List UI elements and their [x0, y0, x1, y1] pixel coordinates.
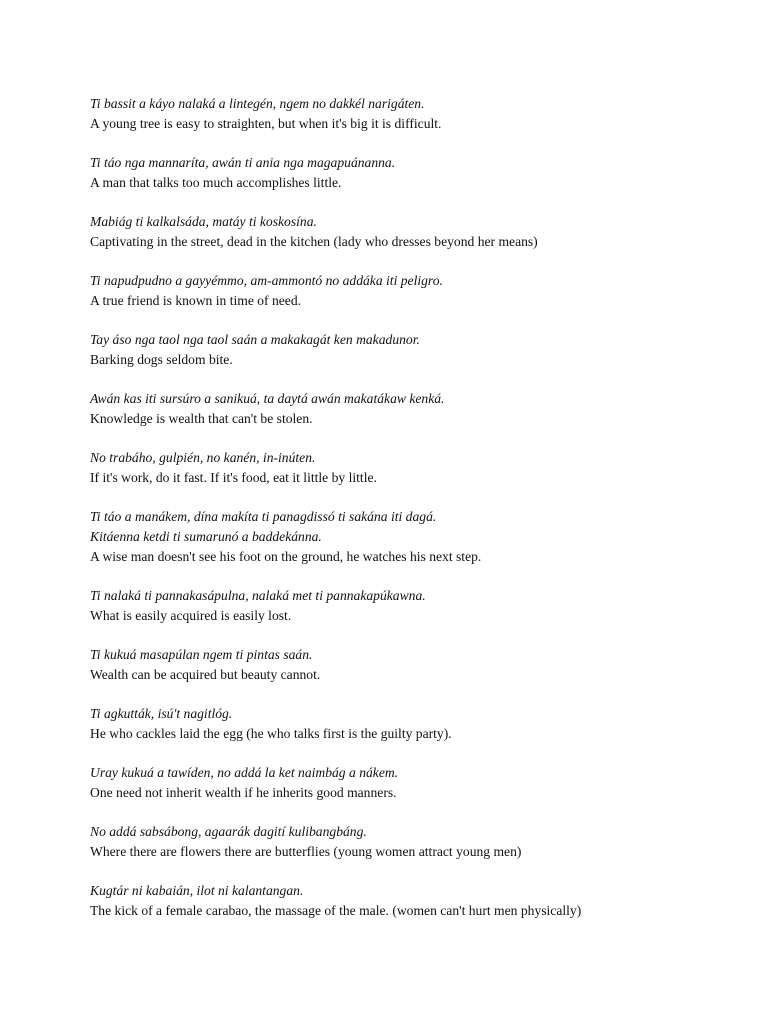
proverb-entry: [90, 507, 750, 567]
proverb-original-line: Ti táo a manákem, dína makíta ti panagdissó ti sakána iti dagá.: [90, 509, 437, 524]
proverb-original-line: Ti nalaká ti pannakasápulna, nalaká met ti pannakapúkawna.: [90, 588, 426, 603]
proverb-translation: One need not inherit wealth if he inherits good manners.: [90, 785, 397, 800]
proverb-original-line: Kugtár ni kabaián, ilot ni kalantangan.: [90, 883, 304, 898]
proverb-translation: Wealth can be acquired but beauty cannot.: [90, 667, 321, 682]
proverb-translation: Where there are flowers there are butterflies (young women attract young men): [90, 844, 522, 859]
proverb-list: [90, 94, 750, 940]
proverb-entry: [90, 586, 750, 626]
proverb-translation: He who cackles laid the egg (he who talks first is the guilty party).: [90, 726, 452, 741]
proverb-entry: [90, 645, 750, 685]
proverb-entry: [90, 448, 750, 488]
proverb-original-line: Ti táo nga mannaríta, awán ti ania nga magapuánanna.: [90, 155, 396, 170]
proverb-entry: [90, 763, 750, 803]
proverb-original-line: Awán kas iti sursúro a sanikuá, ta daytá awán makatákaw kenká.: [90, 391, 445, 406]
proverb-original-line: No trabáho, gulpién, no kanén, in-inúten.: [90, 450, 316, 465]
proverb-translation: A man that talks too much accomplishes little.: [90, 175, 342, 190]
proverb-original-line: Ti agkutták, isú't nagitlóg.: [90, 706, 233, 721]
proverb-original-line: Tay áso nga taol nga taol saán a makakagát ken makadunor.: [90, 332, 420, 347]
proverb-entry: [90, 94, 750, 134]
proverb-original-line: Mabiág ti kalkalsáda, matáy ti koskosína.: [90, 214, 317, 229]
proverb-translation: A young tree is easy to straighten, but when it's big it is difficult.: [90, 116, 442, 131]
proverb-translation: A true friend is known in time of need.: [90, 293, 302, 308]
proverb-translation: A wise man doesn't see his foot on the ground, he watches his next step.: [90, 549, 482, 564]
proverb-translation: If it's work, do it fast. If it's food, eat it little by little.: [90, 470, 377, 485]
proverb-entry: [90, 153, 750, 193]
proverb-translation: Knowledge is wealth that can't be stolen.: [90, 411, 313, 426]
proverb-original-line: Ti bassit a káyo nalaká a lintegén, ngem no dakkél narigáten.: [90, 96, 425, 111]
proverb-entry: [90, 389, 750, 429]
proverb-original-line: Uray kukuá a tawíden, no addá la ket naimbág a nákem.: [90, 765, 399, 780]
proverb-original-line: Kitáenna ketdi ti sumarunó a baddekánna.: [90, 529, 322, 544]
proverb-translation: Barking dogs seldom bite.: [90, 352, 233, 367]
proverb-translation: The kick of a female carabao, the massage of the male. (women can't hurt men physically): [90, 903, 582, 918]
proverb-translation: What is easily acquired is easily lost.: [90, 608, 292, 623]
proverb-original-line: Ti kukuá masapúlan ngem ti pintas saán.: [90, 647, 313, 662]
proverb-translation: Captivating in the street, dead in the kitchen (lady who dresses beyond her means): [90, 234, 538, 249]
proverb-entry: [90, 822, 750, 862]
proverb-entry: [90, 271, 750, 311]
proverb-original-line: Ti napudpudno a gayyémmo, am-ammontó no addáka iti peligro.: [90, 273, 443, 288]
proverb-original-line: No addá sabsábong, agaarák dagití kulibangbáng.: [90, 824, 367, 839]
proverb-entry: [90, 881, 750, 921]
proverb-entry: [90, 330, 750, 370]
proverb-entry: [90, 212, 750, 252]
proverb-entry: [90, 704, 750, 744]
